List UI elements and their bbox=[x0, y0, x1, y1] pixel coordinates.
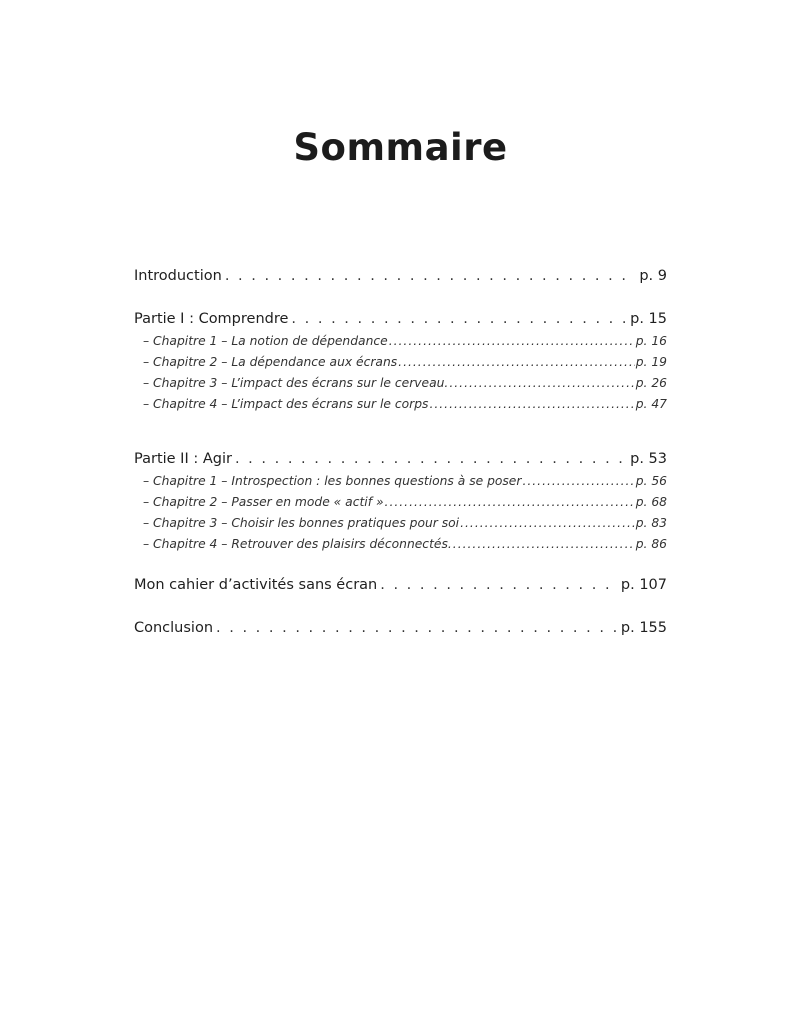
toc-label: Conclusion bbox=[134, 620, 214, 636]
toc-label: – Chapitre 3 – L’impact des écrans sur le cerveau. bbox=[143, 376, 449, 390]
toc-page-number: p. 47 bbox=[635, 397, 667, 411]
toc-entry-part-2[interactable] bbox=[134, 447, 667, 471]
toc-entry-part1-chapter-2[interactable] bbox=[134, 352, 667, 373]
toc-entry-part-1[interactable] bbox=[134, 307, 667, 331]
dot-leader bbox=[291, 307, 627, 331]
dot-leader bbox=[460, 513, 635, 534]
toc-page-number: p. 68 bbox=[635, 495, 667, 509]
toc-label: – Chapitre 2 – Passer en mode « actif » bbox=[143, 495, 384, 509]
toc-label: Mon cahier d’activités sans écran bbox=[134, 577, 378, 593]
toc-page-number: p. 83 bbox=[635, 516, 667, 530]
toc-label: – Chapitre 2 – La dépendance aux écrans bbox=[143, 355, 398, 369]
toc-page-number: p. 155 bbox=[620, 620, 667, 636]
toc-page-number: p. 19 bbox=[635, 355, 667, 369]
dot-leader bbox=[225, 264, 637, 288]
toc-label: – Chapitre 1 – Introspection : les bonnes questions à se poser bbox=[143, 474, 522, 488]
toc-page-number: p. 9 bbox=[639, 268, 667, 284]
toc-entry-part2-chapter-1[interactable] bbox=[134, 471, 667, 492]
toc-entry-part2-chapter-4[interactable] bbox=[134, 534, 667, 555]
toc-entry-part2-chapter-2[interactable] bbox=[134, 492, 667, 513]
dot-leader bbox=[398, 352, 635, 373]
toc-entry-activities[interactable] bbox=[134, 573, 667, 597]
dot-leader bbox=[389, 331, 635, 352]
dot-leader bbox=[385, 492, 635, 513]
table-of-contents bbox=[134, 264, 667, 640]
toc-entry-part1-chapter-4[interactable] bbox=[134, 394, 667, 415]
dot-leader bbox=[453, 534, 635, 555]
toc-page-number: p. 107 bbox=[620, 577, 667, 593]
toc-entry-part1-chapter-1[interactable] bbox=[134, 331, 667, 352]
toc-page-number: p. 15 bbox=[630, 311, 667, 327]
toc-page-number: p. 16 bbox=[635, 334, 667, 348]
toc-label: – Chapitre 1 – La notion de dépendance bbox=[143, 334, 388, 348]
toc-label: – Chapitre 3 – Choisir les bonnes pratiques pour soi bbox=[143, 516, 460, 530]
page-title: Sommaire bbox=[293, 126, 508, 169]
dot-leader bbox=[522, 471, 634, 492]
toc-page-number: p. 53 bbox=[630, 451, 667, 467]
dot-leader bbox=[235, 447, 627, 471]
toc-entry-part2-chapter-3[interactable] bbox=[134, 513, 667, 534]
toc-label: Introduction bbox=[134, 268, 222, 284]
dot-leader bbox=[449, 373, 634, 394]
dot-leader bbox=[380, 573, 618, 597]
toc-label: Partie II : Agir bbox=[134, 451, 232, 467]
toc-entry-introduction[interactable] bbox=[134, 264, 667, 288]
toc-label: – Chapitre 4 – Retrouver des plaisirs déconnectés. bbox=[143, 537, 452, 551]
toc-page-number: p. 86 bbox=[635, 537, 667, 551]
toc-label: Partie I : Comprendre bbox=[134, 311, 289, 327]
dot-leader bbox=[216, 616, 618, 640]
toc-entry-conclusion[interactable] bbox=[134, 616, 667, 640]
toc-page-number: p. 26 bbox=[635, 376, 667, 390]
toc-entry-part1-chapter-3[interactable] bbox=[134, 373, 667, 394]
toc-label: – Chapitre 4 – L’impact des écrans sur le corps bbox=[143, 397, 429, 411]
dot-leader bbox=[429, 394, 634, 415]
toc-page-number: p. 56 bbox=[635, 474, 667, 488]
